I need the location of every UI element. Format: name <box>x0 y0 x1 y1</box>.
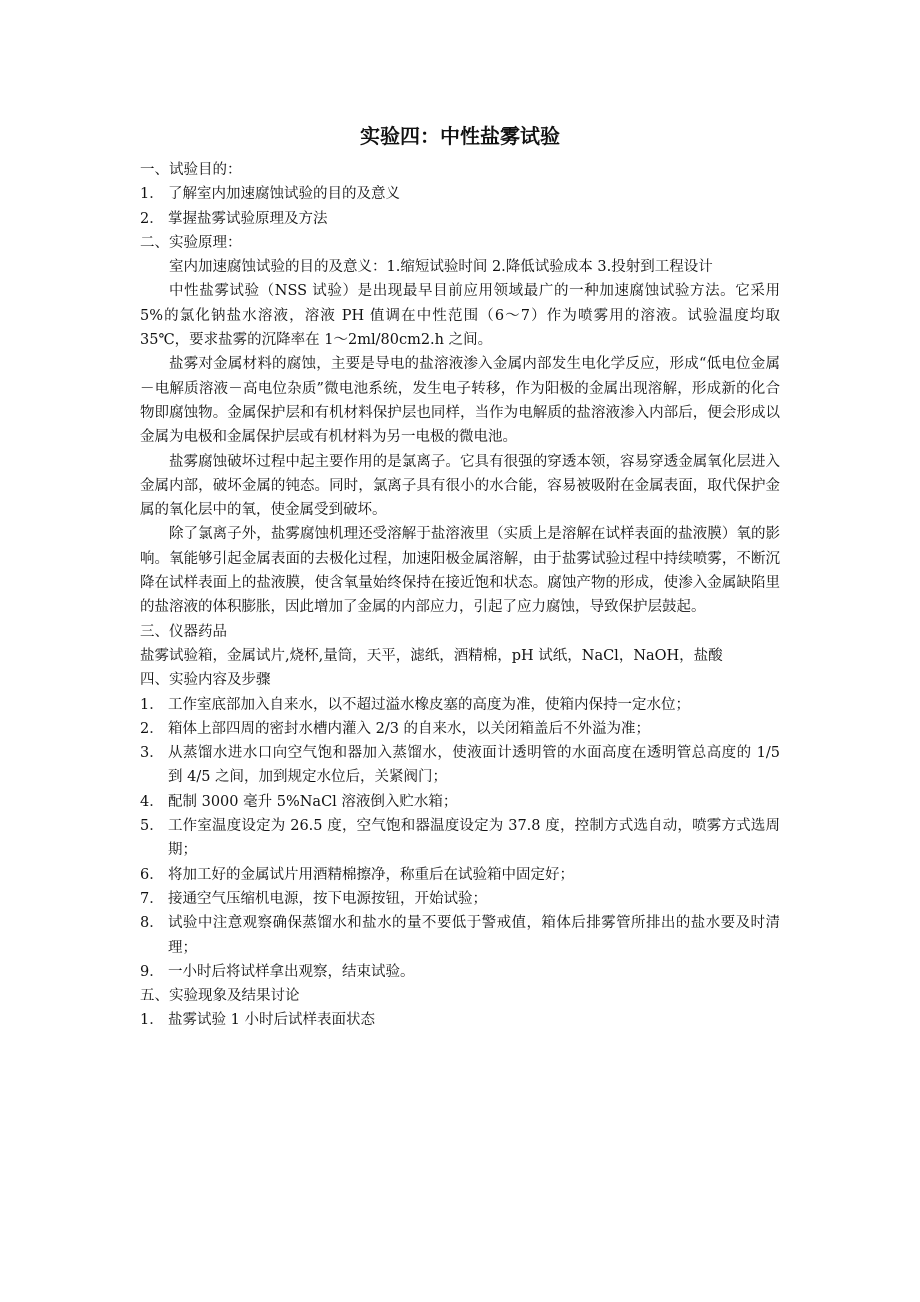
section-heading-equipment: 三、仪器药品 <box>140 623 227 640</box>
list-number: 6． <box>140 866 164 883</box>
list-text: 一小时后将试样拿出观察，结束试验。 <box>168 963 415 980</box>
section-heading-purpose: 一、试验目的： <box>140 162 242 178</box>
list-text: 掌握盐雾试验原理及方法 <box>168 210 328 227</box>
list-item <box>140 1008 780 1032</box>
list-number: 2． <box>140 720 164 737</box>
list-text: 配制 3000 毫升 5%NaCl 溶液倒入贮水箱； <box>168 793 458 810</box>
list-number: 4． <box>140 793 164 810</box>
list-text: 了解室内加速腐蚀试验的目的及意义 <box>168 186 400 203</box>
list-number: 9． <box>140 963 164 980</box>
list-item <box>140 887 780 911</box>
list-item <box>140 741 780 790</box>
list-number: 1． <box>140 186 164 203</box>
paragraph: 盐雾对金属材料的腐蚀，主要是导电的盐溶液渗入金属内部发生电化学反应，形成“低电位金属－电解质溶液－高电位杂质”微电池系统，发生电子转移，作为阳极的金属出现溶解，形成新的化合物即腐蚀物。金属保护层和有机材料保护层也同样，当作为电解质的盐溶液渗入内部后，便会形成以金属为电极和金属保护层或有机材料为另一电极的微电池。 <box>140 356 780 446</box>
list-number: 5． <box>140 818 164 835</box>
list-number: 3． <box>140 745 164 762</box>
list-item <box>140 814 780 863</box>
paragraph: 室内加速腐蚀试验的目的及意义：1.缩短试验时间 2.降低试验成本 3.投射到工程设计 <box>169 259 713 276</box>
list-item <box>140 693 780 717</box>
list-text: 从蒸馏水进水口向空气饱和器加入蒸馏水，使液面计透明管的水面高度在透明管总高度的 1/5 到 4/5 之间，加到规定水位后，关紧阀门； <box>168 745 780 786</box>
list-item <box>140 790 780 814</box>
paragraph: 中性盐雾试验（NSS 试验）是出现最早目前应用领域最广的一种加速腐蚀试验方法。它采用 5%的氯化钠盐水溶液，溶液 PH 值调在中性范围（6～7）作为喷雾用的溶液。试验温度均取 35℃，要求盐雾的沉降率在 1～2ml/80cm2.h 之间。 <box>140 283 780 349</box>
list-number: 1． <box>140 1012 164 1029</box>
section-heading-results: 五、实验现象及结果讨论 <box>140 988 300 1005</box>
paragraph: 除了氯离子外，盐雾腐蚀机理还受溶解于盐溶液里（实质上是溶解在试样表面的盐液膜）氧的影响。氧能够引起金属表面的去极化过程，加速阳极金属溶解，由于盐雾试验过程中持续喷雾，不断沉降在试样表面上的盐液膜，使含氧量始终保持在接近饱和状态。腐蚀产物的形成，使渗入金属缺陷里的盐溶液的体积膨胀，因此增加了金属的内部应力，引起了应力腐蚀，导致保护层鼓起。 <box>140 526 780 616</box>
list-text: 盐雾试验 1 小时后试样表面状态 <box>168 1012 375 1029</box>
list-item <box>140 960 780 984</box>
page-title: 实验四：中性盐雾试验 <box>360 124 560 148</box>
document-body <box>140 158 780 1033</box>
list-text: 试验中注意观察确保蒸馏水和盐水的量不要低于警戒值，箱体后排雾管所排出的盐水要及时清理； <box>168 915 780 956</box>
list-item <box>140 863 780 887</box>
equipment-list: 盐雾试验箱，金属试片,烧杯,量筒，天平，滤纸，酒精棉，pH 试纸，NaCl，NaOH，盐酸 <box>140 647 723 664</box>
list-item <box>140 182 780 206</box>
list-item <box>140 207 780 231</box>
list-text: 将加工好的金属试片用酒精棉擦净，称重后在试验箱中固定好； <box>168 866 574 883</box>
list-number: 7． <box>140 890 164 907</box>
paragraph: 盐雾腐蚀破坏过程中起主要作用的是氯离子。它具有很强的穿透本领，容易穿透金属氧化层进入金属内部，破坏金属的钝态。同时，氯离子具有很小的水合能，容易被吸附在金属表面，取代保护金属的氧化层中的氧，使金属受到破坏。 <box>140 453 780 519</box>
list-text: 工作室温度设定为 26.5 度，空气饱和器温度设定为 37.8 度，控制方式选自动，喷雾方式选周期； <box>168 818 780 859</box>
list-text: 接通空气压缩机电源，按下电源按钮，开始试验； <box>168 890 487 907</box>
list-text: 箱体上部四周的密封水槽内灌入 2/3 的自来水，以关闭箱盖后不外溢为准； <box>168 720 651 737</box>
list-number: 8． <box>140 915 164 932</box>
section-heading-principle: 二、实验原理： <box>140 234 242 251</box>
list-number: 1． <box>140 696 164 713</box>
list-text: 工作室底部加入自来水，以不超过溢水橡皮塞的高度为准，使箱内保持一定水位； <box>168 696 690 713</box>
list-number: 2． <box>140 210 164 227</box>
list-item <box>140 911 780 960</box>
list-item <box>140 717 780 741</box>
section-heading-steps: 四、实验内容及步骤 <box>140 672 271 689</box>
